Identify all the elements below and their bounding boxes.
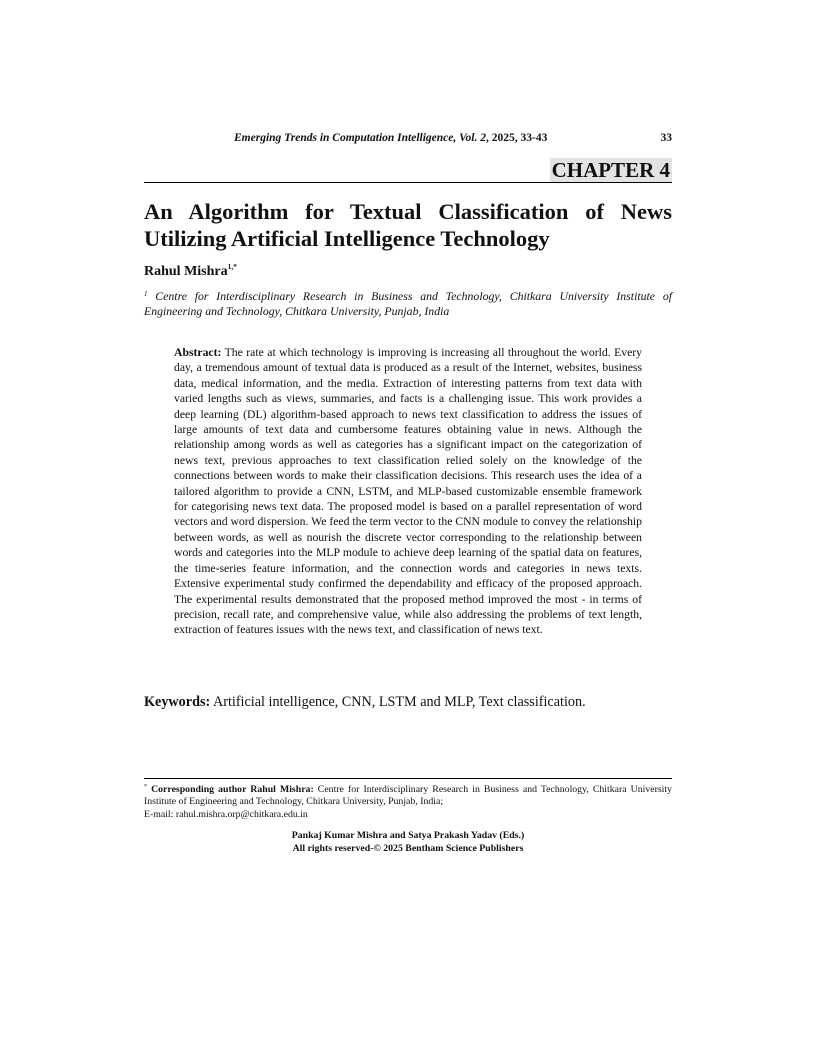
abstract (174, 345, 642, 638)
affiliation-mark: 1 (144, 290, 148, 298)
editors-line: Pankaj Kumar Mishra and Satya Prakash Yadav (Eds.) (291, 830, 525, 841)
author-marks: 1,* (227, 262, 237, 271)
journal-title: Emerging Trends in Computation Intelligence, Vol. 2 (234, 132, 486, 144)
chapter-label: CHAPTER 4 (551, 158, 670, 182)
author-name: Rahul Mishra (144, 264, 228, 279)
journal-details: , 2025, 33-43 (485, 132, 548, 144)
journal-citation (234, 132, 547, 144)
footnote-label: Corresponding author Rahul Mishra: (151, 784, 314, 795)
keywords-label: Keywords: (144, 694, 211, 710)
author-email: E-mail: rahul.mishra.orp@chitkara.edu.in (144, 808, 308, 820)
page-number: 33 (660, 132, 672, 144)
publisher-block (144, 829, 672, 855)
footnote (144, 781, 672, 821)
rights-line: All rights reserved-© 2025 Bentham Science Publishers (292, 843, 524, 854)
author-line (144, 262, 237, 280)
running-header (144, 132, 672, 148)
keywords-text: Artificial intelligence, CNN, LSTM and MLP, Text classification. (212, 694, 586, 710)
chapter-divider (144, 182, 672, 183)
footnote-mark: * (144, 784, 147, 790)
abstract-label: Abstract: (174, 346, 222, 359)
footnote-divider (144, 778, 672, 779)
abstract-text: The rate at which technology is improving is increasing all throughout the world. Every day, a tremendous amount of textual data is produced as a result of the Internet, websites, business data, medical information, and the media. Extraction of interesting patterns from text data with varied lengths such as views, summaries, and facts is a challenging issue. This work provides a deep learning (DL) algorithm-based approach to news text classification to address the issues of large amounts of text data and cumbersome features obtaining value in news. Although the relationship among words as well as categories has a significant impact on the categorization of news text, previous approaches to text classification relied solely on the knowledge of the connections between words to make their classification decisions. This research uses the idea of a tailored algorithm to provide a CNN, LSTM, and MLP-based customizable ensemble framework for categorising news text data. The proposed model is based on a parallel representation of word vectors and word dispersion. We feed the term vector to the CNN module to convey the relationship between words, as well as nourish the discrete vector corresponding to the relationship between words and categories into the MLP module to achieve deep learning of the spatial data on features, the time-series feature information, and the connection words and categories in news texts. Extensive experimental study confirmed the dependability and efficacy of the proposed approach. The experimental results demonstrated that the proposed method improved the most - in terms of precision, recall rate, and comprehensive value, while also addressing the problems of text length, extraction of features issues with the news text, and classification of news text. (174, 346, 642, 637)
footnote-text: Centre for Interdisciplinary Research in Business and Technology, Chitkara University Institute of Engineering and Technology, Chitkara University, Punjab, India; (144, 784, 673, 808)
keywords (144, 693, 672, 711)
article-title: An Algorithm for Textual Classification of News Utilizing Artificial Intelligence Technology (144, 199, 672, 251)
affiliation (144, 287, 672, 319)
affiliation-text: Centre for Interdisciplinary Research in Business and Technology, Chitkara University Institute of Engineering and Technology, Chitkara University, Punjab, India (144, 289, 673, 318)
